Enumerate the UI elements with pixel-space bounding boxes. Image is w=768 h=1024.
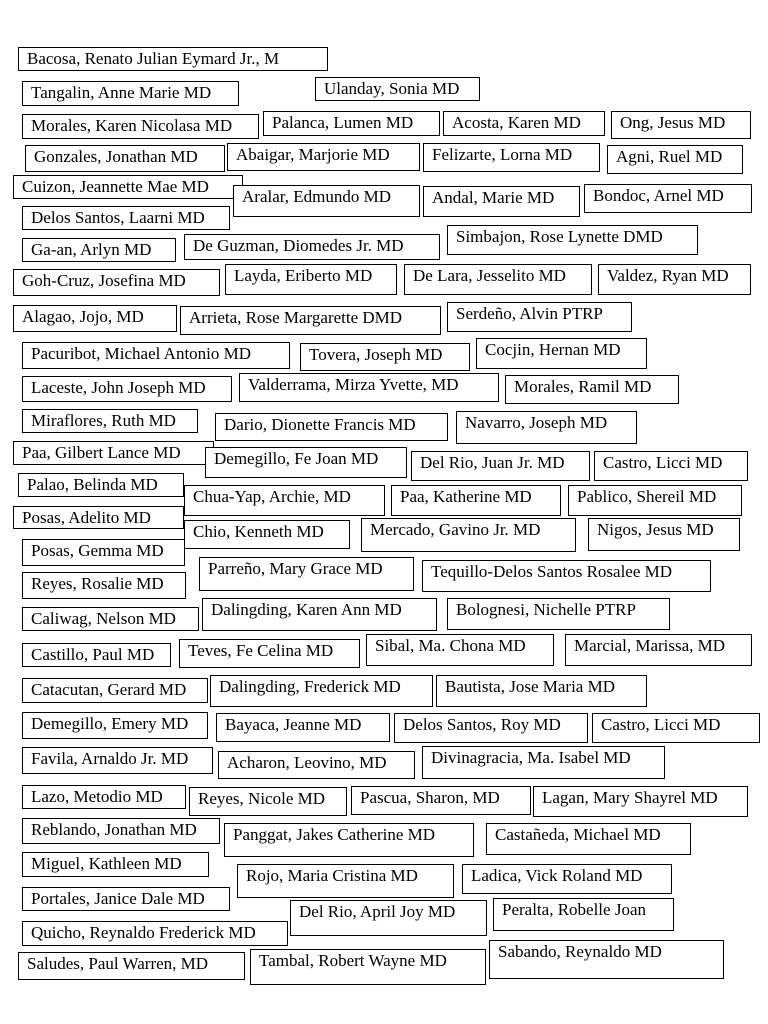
- name-label-andal-marie-md-13: Andal, Marie MD: [423, 186, 580, 217]
- name-label-castaneda-michael-md-74: Castañeda, Michael MD: [486, 823, 691, 855]
- name-label-reyes-nicole-md-69: Reyes, Nicole MD: [189, 787, 347, 816]
- name-label-divinagracia-ma-isabel-md-67: Divinagracia, Ma. Isabel MD: [422, 746, 665, 779]
- name-label-tequillo-delos-santos-rosalee-md-49: Tequillo-Delos Santos Rosalee MD: [422, 560, 711, 592]
- name-label-morales-ramil-md-31: Morales, Ramil MD: [505, 375, 679, 404]
- name-label-delos-santos-laarni-md-15: Delos Santos, Laarni MD: [22, 206, 230, 230]
- name-label-pablico-shereil-md-42: Pablico, Shereil MD: [568, 485, 742, 516]
- name-label-palanca-lumen-md-4: Palanca, Lumen MD: [263, 111, 440, 136]
- name-label-lagan-mary-shayrel-md-71: Lagan, Mary Shayrel MD: [533, 786, 748, 817]
- name-label-pacuribot-michael-antonio-md-26: Pacuribot, Michael Antonio MD: [22, 342, 290, 369]
- name-label-cocjin-hernan-md-28: Cocjin, Hernan MD: [476, 338, 647, 369]
- name-label-dalingding-karen-ann-md-52: Dalingding, Karen Ann MD: [202, 598, 437, 631]
- name-label-layda-eriberto-md-20: Layda, Eriberto MD: [225, 264, 397, 295]
- name-label-laceste-john-joseph-md-29: Laceste, John Joseph MD: [22, 376, 232, 402]
- name-label-posas-gemma-md-47: Posas, Gemma MD: [22, 539, 185, 566]
- name-label-parreno-mary-grace-md-48: Parreño, Mary Grace MD: [199, 557, 414, 591]
- name-label-demegillo-emery-md-61: Demegillo, Emery MD: [22, 712, 208, 739]
- name-label-paa-gilbert-lance-md-35: Paa, Gilbert Lance MD: [13, 441, 214, 465]
- name-label-chio-kenneth-md-44: Chio, Kenneth MD: [184, 520, 350, 549]
- name-label-chua-yap-archie-md-40: Chua-Yap, Archie, MD: [184, 485, 385, 516]
- name-label-favila-arnaldo-jr-md-65: Favila, Arnaldo Jr. MD: [22, 747, 213, 774]
- name-label-sibal-ma-chona-md-56: Sibal, Ma. Chona MD: [366, 634, 554, 666]
- name-label-dalingding-frederick-md-59: Dalingding, Frederick MD: [210, 675, 433, 707]
- name-label-felizarte-lorna-md-9: Felizarte, Lorna MD: [423, 143, 600, 172]
- name-label-ulanday-sonia-md-2: Ulanday, Sonia MD: [315, 77, 480, 101]
- name-label-posas-adelito-md-43: Posas, Adelito MD: [13, 506, 184, 529]
- name-label-ong-jesus-md-6: Ong, Jesus MD: [611, 111, 751, 139]
- name-label-del-rio-april-joy-md-79: Del Rio, April Joy MD: [290, 900, 487, 936]
- name-label-palao-belinda-md-39: Palao, Belinda MD: [18, 473, 184, 497]
- name-label-del-rio-juan-jr-md-37: Del Rio, Juan Jr. MD: [411, 451, 590, 481]
- name-label-bacosa-renato-julian-eymard-jr-m-0: Bacosa, Renato Julian Eymard Jr., M: [18, 47, 328, 71]
- name-label-goh-cruz-josefina-md-19: Goh-Cruz, Josefina MD: [13, 269, 220, 296]
- name-label-pascua-sharon-md-70: Pascua, Sharon, MD: [351, 786, 531, 815]
- name-label-reblando-jonathan-md-72: Reblando, Jonathan MD: [22, 818, 220, 844]
- name-label-morales-karen-nicolasa-md-3: Morales, Karen Nicolasa MD: [22, 114, 259, 139]
- name-label-nigos-jesus-md-46: Nigos, Jesus MD: [588, 518, 740, 551]
- name-label-ga-an-arlyn-md-16: Ga-an, Arlyn MD: [22, 238, 176, 262]
- name-label-demegillo-fe-joan-md-36: Demegillo, Fe Joan MD: [205, 447, 407, 478]
- name-label-valdez-ryan-md-22: Valdez, Ryan MD: [598, 264, 751, 295]
- name-label-lazo-metodio-md-68: Lazo, Metodio MD: [22, 785, 186, 809]
- name-label-miraflores-ruth-md-32: Miraflores, Ruth MD: [22, 409, 198, 433]
- name-label-rojo-maria-cristina-md-76: Rojo, Maria Cristina MD: [237, 864, 454, 898]
- name-label-tambal-robert-wayne-md-83: Tambal, Robert Wayne MD: [250, 949, 486, 985]
- name-label-castro-licci-md-64: Castro, Licci MD: [592, 713, 760, 743]
- name-label-castillo-paul-md-54: Castillo, Paul MD: [22, 643, 171, 667]
- name-label-bolognesi-nichelle-ptrp-53: Bolognesi, Nichelle PTRP: [447, 598, 670, 630]
- name-label-mercado-gavino-jr-md-45: Mercado, Gavino Jr. MD: [361, 518, 576, 552]
- name-label-aralar-edmundo-md-12: Aralar, Edmundo MD: [233, 185, 420, 217]
- name-label-portales-janice-dale-md-78: Portales, Janice Dale MD: [22, 887, 230, 911]
- name-label-ladica-vick-roland-md-77: Ladica, Vick Roland MD: [462, 864, 672, 894]
- name-label-delos-santos-roy-md-63: Delos Santos, Roy MD: [394, 713, 588, 743]
- name-label-tovera-joseph-md-27: Tovera, Joseph MD: [300, 343, 470, 371]
- name-label-bondoc-arnel-md-14: Bondoc, Arnel MD: [584, 184, 752, 213]
- name-label-navarro-joseph-md-34: Navarro, Joseph MD: [456, 411, 637, 444]
- name-label-de-lara-jesselito-md-21: De Lara, Jesselito MD: [404, 264, 592, 295]
- name-label-serdeno-alvin-ptrp-25: Serdeño, Alvin PTRP: [447, 302, 632, 332]
- name-label-paa-katherine-md-41: Paa, Katherine MD: [391, 485, 561, 516]
- name-label-marcial-marissa-md-57: Marcial, Marissa, MD: [565, 634, 752, 666]
- name-label-tangalin-anne-marie-md-1: Tangalin, Anne Marie MD: [22, 81, 239, 106]
- name-label-castro-licci-md-38: Castro, Licci MD: [594, 451, 748, 481]
- name-label-gonzales-jonathan-md-7: Gonzales, Jonathan MD: [25, 145, 225, 172]
- name-label-dario-dionette-francis-md-33: Dario, Dionette Francis MD: [215, 413, 448, 441]
- name-label-catacutan-gerard-md-58: Catacutan, Gerard MD: [22, 678, 208, 703]
- name-label-saludes-paul-warren-md-82: Saludes, Paul Warren, MD: [18, 952, 245, 980]
- name-label-miguel-kathleen-md-75: Miguel, Kathleen MD: [22, 852, 209, 877]
- name-label-valderrama-mirza-yvette-md-30: Valderrama, Mirza Yvette, MD: [239, 373, 499, 402]
- name-label-alagao-jojo-md-23: Alagao, Jojo, MD: [13, 305, 177, 332]
- name-label-agni-ruel-md-10: Agni, Ruel MD: [607, 145, 743, 174]
- name-label-simbajon-rose-lynette-dmd-18: Simbajon, Rose Lynette DMD: [447, 225, 698, 255]
- name-label-reyes-rosalie-md-50: Reyes, Rosalie MD: [22, 572, 186, 599]
- name-label-quicho-reynaldo-frederick-md-81: Quicho, Reynaldo Frederick MD: [22, 921, 288, 946]
- name-label-abaigar-marjorie-md-8: Abaigar, Marjorie MD: [227, 143, 420, 171]
- name-label-bayaca-jeanne-md-62: Bayaca, Jeanne MD: [216, 713, 390, 742]
- name-label-de-guzman-diomedes-jr-md-17: De Guzman, Diomedes Jr. MD: [184, 234, 440, 260]
- name-label-bautista-jose-maria-md-60: Bautista, Jose Maria MD: [436, 675, 647, 707]
- name-label-teves-fe-celina-md-55: Teves, Fe Celina MD: [179, 639, 360, 668]
- name-label-peralta-robelle-joan-80: Peralta, Robelle Joan: [493, 898, 674, 931]
- name-label-acosta-karen-md-5: Acosta, Karen MD: [443, 111, 605, 136]
- name-label-caliwag-nelson-md-51: Caliwag, Nelson MD: [22, 607, 199, 631]
- name-label-panggat-jakes-catherine-md-73: Panggat, Jakes Catherine MD: [224, 823, 474, 857]
- name-label-acharon-leovino-md-66: Acharon, Leovino, MD: [218, 751, 415, 779]
- name-label-cuizon-jeannette-mae-md-11: Cuizon, Jeannette Mae MD: [13, 175, 243, 199]
- name-label-arrieta-rose-margarette-dmd-24: Arrieta, Rose Margarette DMD: [180, 306, 441, 335]
- name-label-sabando-reynaldo-md-84: Sabando, Reynaldo MD: [489, 940, 724, 979]
